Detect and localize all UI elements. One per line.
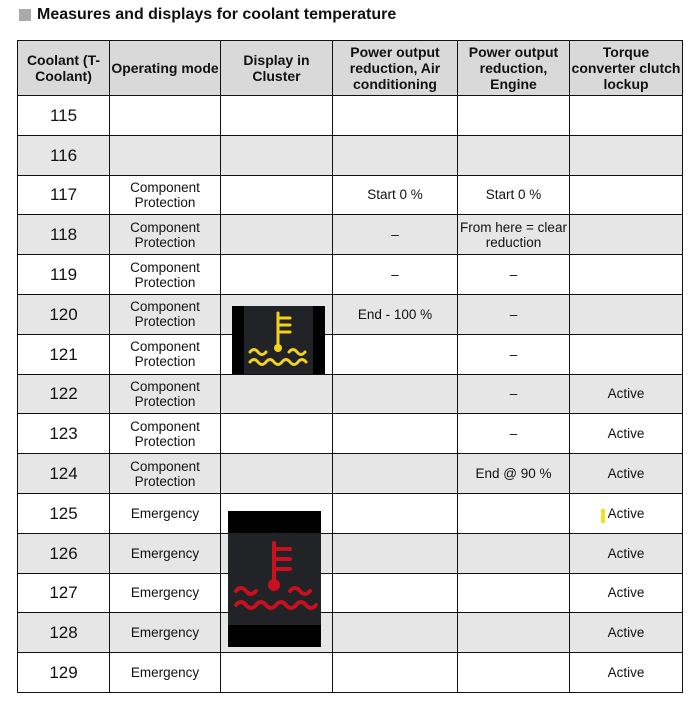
table-row bbox=[18, 135, 683, 175]
cell-display bbox=[221, 255, 333, 295]
cell-ac-reduction bbox=[333, 533, 458, 573]
cell-clutch-lockup: Active bbox=[570, 533, 683, 573]
header-coolant: Coolant (T-Coolant) bbox=[18, 41, 110, 96]
cell-engine-reduction bbox=[458, 493, 570, 533]
cell-ac-reduction: Start 0 % bbox=[333, 175, 458, 215]
cell-engine-reduction: End @ 90 % bbox=[458, 454, 570, 494]
cell-operating-mode: Component Protection bbox=[110, 175, 221, 215]
cell-clutch-lockup: Active bbox=[570, 613, 683, 653]
table-row bbox=[18, 374, 683, 414]
header-display: Display in Cluster bbox=[221, 41, 333, 96]
cell-temperature: 120 bbox=[18, 294, 110, 334]
table-row bbox=[18, 294, 683, 334]
cell-clutch-lockup bbox=[570, 96, 683, 136]
cell-engine-reduction: From here = clear reduction bbox=[458, 215, 570, 255]
cell-engine-reduction: – bbox=[458, 374, 570, 414]
cell-display bbox=[221, 653, 333, 693]
cell-clutch-lockup bbox=[570, 175, 683, 215]
cell-engine-reduction bbox=[458, 96, 570, 136]
cell-operating-mode: Emergency bbox=[110, 613, 221, 653]
cell-temperature: 116 bbox=[18, 135, 110, 175]
cell-temperature: 118 bbox=[18, 215, 110, 255]
cell-temperature: 119 bbox=[18, 255, 110, 295]
table-row bbox=[18, 653, 683, 693]
cell-clutch-lockup: Active bbox=[570, 454, 683, 494]
cell-clutch-lockup bbox=[570, 255, 683, 295]
coolant-table bbox=[17, 40, 683, 693]
text-cursor bbox=[601, 509, 605, 523]
cell-display bbox=[221, 215, 333, 255]
cell-display bbox=[221, 135, 333, 175]
cell-clutch-lockup bbox=[570, 135, 683, 175]
cell-ac-reduction bbox=[333, 96, 458, 136]
cell-clutch-lockup: Active bbox=[570, 573, 683, 613]
cell-display bbox=[221, 96, 333, 136]
cell-engine-reduction bbox=[458, 533, 570, 573]
cell-clutch-lockup: Active bbox=[570, 653, 683, 693]
cell-engine-reduction bbox=[458, 653, 570, 693]
cell-operating-mode: Component Protection bbox=[110, 294, 221, 334]
cell-operating-mode bbox=[110, 96, 221, 136]
table-row bbox=[18, 533, 683, 573]
cell-display bbox=[221, 414, 333, 454]
cell-operating-mode: Component Protection bbox=[110, 215, 221, 255]
cell-engine-reduction: – bbox=[458, 414, 570, 454]
cell-ac-reduction bbox=[333, 454, 458, 494]
cell-temperature: 117 bbox=[18, 175, 110, 215]
cell-ac-reduction bbox=[333, 334, 458, 374]
cell-ac-reduction: – bbox=[333, 255, 458, 295]
cell-operating-mode bbox=[110, 135, 221, 175]
table-row bbox=[18, 334, 683, 374]
title-marker bbox=[19, 9, 31, 21]
cell-operating-mode: Emergency bbox=[110, 533, 221, 573]
title-text: Measures and displays for coolant temperature bbox=[37, 6, 397, 23]
cell-display bbox=[221, 374, 333, 414]
cell-ac-reduction bbox=[333, 573, 458, 613]
cell-temperature: 121 bbox=[18, 334, 110, 374]
cell-temperature: 115 bbox=[18, 96, 110, 136]
cell-engine-reduction: – bbox=[458, 294, 570, 334]
header-ac: Power output reduction, Air conditioning bbox=[333, 41, 458, 96]
cell-clutch-lockup: Active bbox=[570, 493, 683, 533]
table-row bbox=[18, 493, 683, 533]
cell-engine-reduction bbox=[458, 135, 570, 175]
section-title bbox=[19, 6, 396, 24]
table-row bbox=[18, 454, 683, 494]
cell-temperature: 123 bbox=[18, 414, 110, 454]
cell-engine-reduction: Start 0 % bbox=[458, 175, 570, 215]
cell-ac-reduction bbox=[333, 414, 458, 454]
cell-ac-reduction: End - 100 % bbox=[333, 294, 458, 334]
coolant-temp-critical-icon bbox=[228, 511, 321, 647]
cell-ac-reduction bbox=[333, 374, 458, 414]
cell-ac-reduction bbox=[333, 493, 458, 533]
header-engine: Power output reduction, Engine bbox=[458, 41, 570, 96]
cell-temperature: 128 bbox=[18, 613, 110, 653]
header-lockup: Torque converter clutch lockup bbox=[570, 41, 683, 96]
header-row bbox=[18, 41, 683, 96]
cell-temperature: 126 bbox=[18, 533, 110, 573]
cell-clutch-lockup: Active bbox=[570, 414, 683, 454]
coolant-temp-warning-icon bbox=[232, 306, 325, 374]
cell-ac-reduction bbox=[333, 653, 458, 693]
table-row bbox=[18, 414, 683, 454]
cell-clutch-lockup bbox=[570, 334, 683, 374]
cell-ac-reduction bbox=[333, 135, 458, 175]
table-row bbox=[18, 175, 683, 215]
cell-temperature: 122 bbox=[18, 374, 110, 414]
cell-engine-reduction bbox=[458, 613, 570, 653]
cell-display bbox=[221, 175, 333, 215]
cell-engine-reduction: – bbox=[458, 255, 570, 295]
cell-clutch-lockup: Active bbox=[570, 374, 683, 414]
cell-ac-reduction bbox=[333, 613, 458, 653]
cell-operating-mode: Component Protection bbox=[110, 374, 221, 414]
table-row bbox=[18, 215, 683, 255]
table-row bbox=[18, 613, 683, 653]
cell-operating-mode: Emergency bbox=[110, 573, 221, 613]
cell-operating-mode: Component Protection bbox=[110, 454, 221, 494]
cell-operating-mode: Component Protection bbox=[110, 334, 221, 374]
cell-engine-reduction bbox=[458, 573, 570, 613]
cell-temperature: 125 bbox=[18, 493, 110, 533]
cell-display bbox=[221, 454, 333, 494]
cell-temperature: 129 bbox=[18, 653, 110, 693]
cell-temperature: 127 bbox=[18, 573, 110, 613]
cell-operating-mode: Emergency bbox=[110, 493, 221, 533]
cell-operating-mode: Component Protection bbox=[110, 255, 221, 295]
cell-clutch-lockup bbox=[570, 294, 683, 334]
cell-engine-reduction: – bbox=[458, 334, 570, 374]
cell-operating-mode: Emergency bbox=[110, 653, 221, 693]
table-row bbox=[18, 255, 683, 295]
table-row bbox=[18, 573, 683, 613]
cell-ac-reduction: – bbox=[333, 215, 458, 255]
cell-temperature: 124 bbox=[18, 454, 110, 494]
table-row bbox=[18, 96, 683, 136]
cell-clutch-lockup bbox=[570, 215, 683, 255]
header-mode: Operating mode bbox=[110, 41, 221, 96]
cell-operating-mode: Component Protection bbox=[110, 414, 221, 454]
